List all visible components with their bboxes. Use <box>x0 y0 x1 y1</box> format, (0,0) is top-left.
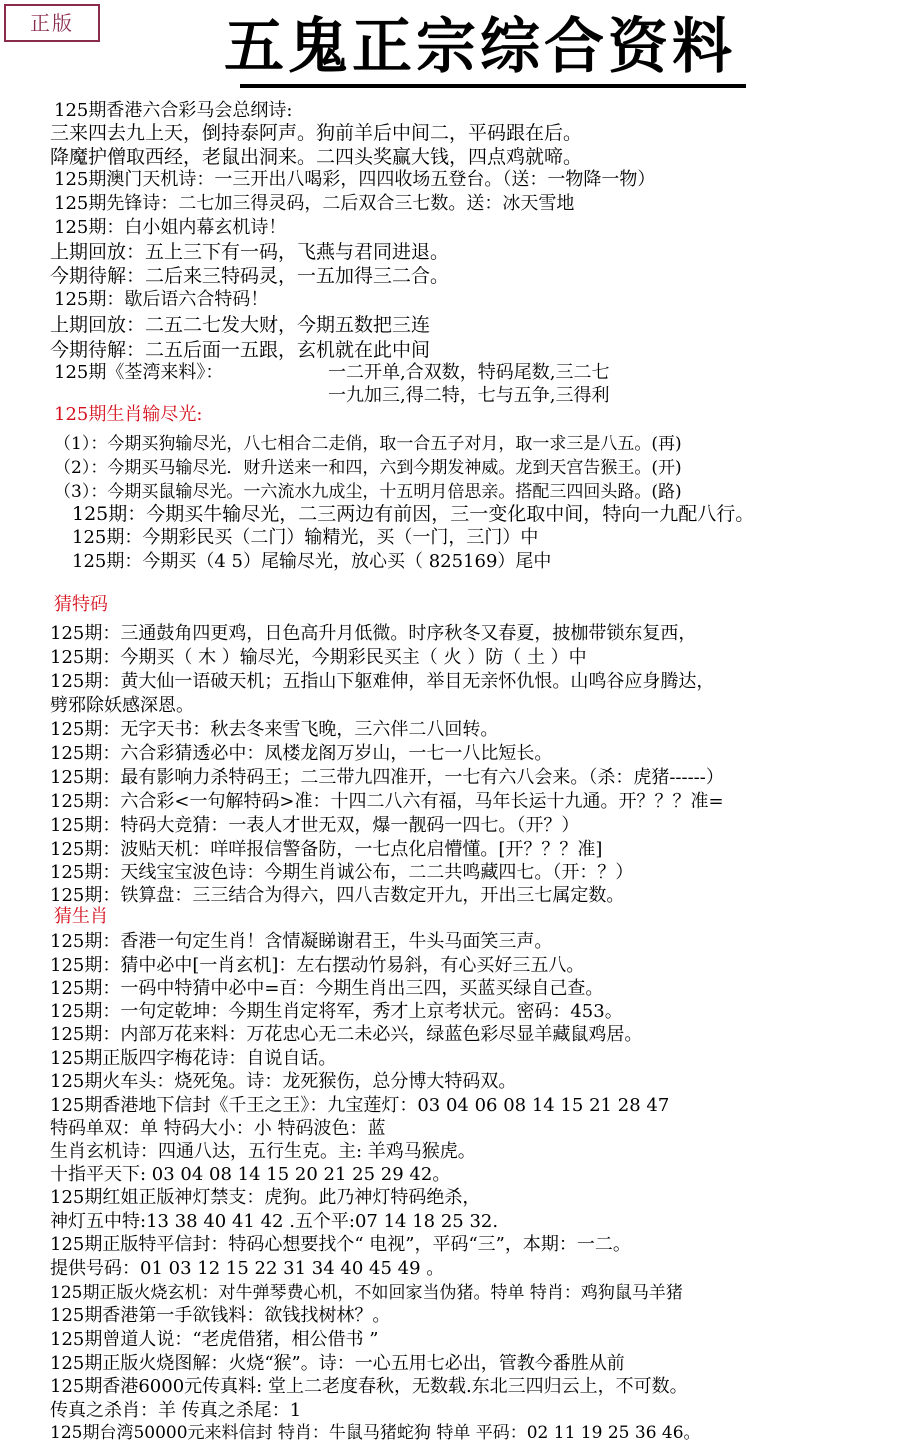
text-line: 三来四去九上天，倒持泰阿声。狗前羊后中间二，平码跟在后。 <box>50 122 583 144</box>
text-line: 125期正版特平信封：特码心想要找个“ 电视”，平码“三”，本期：一二。 <box>50 1234 631 1255</box>
text-line: 125期：铁算盘：三三结合为得六，四八吉数定开九，开出三七属定数。 <box>50 885 625 906</box>
text-line: 125期：今期买（4 5）尾输尽光，放心买（ 825169）尾中 <box>72 551 552 572</box>
text-line: 125期：一句定乾坤：今期生肖定将军，秀才上京考状元。密码：453。 <box>50 1001 623 1022</box>
text-line: 125期：波贴天机：咩咩报信警备防，一七点化启懵懂。[开？？？准] <box>50 839 603 860</box>
text-line: 125期香港六合彩马会总纲诗: <box>54 100 293 121</box>
text-line: 125期台湾50000元来料信封 特肖：牛鼠马猪蛇狗 特单 平码：02 11 19 25 36 46。 <box>50 1423 701 1443</box>
text-line: 125期：歇后语六合特码！ <box>54 289 269 310</box>
text-line: 神灯五中特:13 38 40 41 42 .五个平:07 14 18 25 32. <box>50 1211 499 1232</box>
text-line: 125期火车头：烧死兔。诗：龙死猴伤，总分博大特码双。 <box>50 1071 517 1092</box>
text-line: 125期：特码大竞猜：一表人才世无双，爆一靓码一四七。（开？） <box>50 815 580 836</box>
text-line: 125期：白小姐内幕玄机诗！ <box>54 217 287 238</box>
text-line: 今期待解：二五后面一五跟，玄机就在此中间 <box>50 339 431 361</box>
text-line: 125期：今期买牛输尽光，二三两边有前因，三一变化取中间，特向一九配八行。 <box>72 503 755 525</box>
text-line: 一九加三,得二特，七与五争,三得利 <box>328 385 610 406</box>
text-line: 125期红姐正版神灯禁支：虎狗。此乃神灯特码绝杀， <box>50 1187 481 1208</box>
text-line: 降魔护僧取西经，老鼠出洞来。二四头奖赢大钱，四点鸡就啼。 <box>50 146 583 168</box>
text-line: 125期：香港一句定生肖！含情凝睇谢君王，牛头马面笑三声。 <box>50 931 553 952</box>
text-line: （1）：今期买狗输尽光，八七相合二走俏，取一合五子对月，取一求三是八五。(再) <box>54 434 682 454</box>
text-line: 125期：一码中特猜中必中=百：今期生肖出三四，买蓝买绿自己查。 <box>50 978 604 999</box>
text-line: 特码单双：单 特码大小：小 特码波色：蓝 <box>50 1118 386 1139</box>
text-line: 125期曾道人说：“老虎借猪，相公借书 ” <box>50 1329 379 1350</box>
page-title: 五鬼正宗综合资料 <box>224 12 736 82</box>
text-line: 125期香港地下信封《千王之王》：九宝莲灯：03 04 06 08 14 15 21 28 47 <box>50 1095 670 1116</box>
text-line: 125期：天线宝宝波色诗：今期生肖诚公布，二二共鸣藏四七。（开：？） <box>50 862 634 883</box>
section-heading: 猜生肖 <box>54 906 108 927</box>
text-line: 一二开单,合双数，特码尾数,三二七 <box>328 362 610 383</box>
text-line: 125期香港6000元传真料: 堂上二老度春秋，无数载.东北三四归云上，不可数。 <box>50 1376 688 1397</box>
text-line: 125期正版火烧图解：火烧“猴”。诗：一心五用七必出，管教今番胜从前 <box>50 1353 625 1374</box>
text-line: 今期待解：二后来三特码灵，一五加得三二合。 <box>50 265 450 287</box>
text-line: 上期回放：二五二七发大财，今期五数把三连 <box>50 314 431 336</box>
text-line: 125期澳门天机诗：一三开出八喝彩，四四收场五登台。（送：一物降一物） <box>54 169 656 190</box>
text-line: 125期：内部万花来料：万花忠心无二未必兴，绿蓝色彩尽显羊藏鼠鸡居。 <box>50 1024 643 1045</box>
text-line: 125期：六合彩<一句解特码>准：十四二八六有福，马年长运十九通。开？？？准= <box>50 791 724 812</box>
text-line: 劈邪除妖感深恩。 <box>50 695 194 716</box>
text-line: 125期：猜中必中[一肖玄机]：左右摆动竹易斜，有心买好三五八。 <box>50 955 585 976</box>
text-line: 125期：无字天书：秋去冬来雪飞晚，三六伴二八回转。 <box>50 719 499 740</box>
text-line: 十指平天下: 03 04 08 14 15 20 21 25 29 42。 <box>50 1164 451 1185</box>
text-line: （3）：今期买鼠输尽光。一六流水九成尘，十五明月倍思亲。搭配三四回头路。(路) <box>54 482 682 502</box>
text-line: 传真之杀肖：羊 传真之杀尾：1 <box>50 1400 302 1421</box>
text-line: 125期香港第一手欲钱料：欲钱找树林？。 <box>50 1305 391 1326</box>
text-line: 125期《荃湾来料》： <box>54 362 224 383</box>
text-line: 125期：今期买（ 木 ）输尽光，今期彩民买主（ 火 ）防（ 土 ）中 <box>50 647 587 668</box>
genuine-badge: 正版 <box>4 4 100 42</box>
text-line: 125期先锋诗：二七加三得灵码，二后双合三七数。送：冰天雪地 <box>54 193 575 214</box>
text-line: 125期：黄大仙一语破天机；五指山下躯难伸，举目无亲怀仇恨。山鸣谷应身腾达， <box>50 671 715 692</box>
title-underline <box>240 84 746 88</box>
section-heading: 125期生肖输尽光: <box>54 404 203 425</box>
text-line: 上期回放：五上三下有一码，飞燕与君同进退。 <box>50 241 450 263</box>
text-line: 提供号码：01 03 12 15 22 31 34 40 45 49 。 <box>50 1258 445 1279</box>
text-line: 125期：今期彩民买（二门）输精光，买（一门，三门）中 <box>72 527 539 548</box>
text-line: 125期正版四字梅花诗：自说自话。 <box>50 1048 337 1069</box>
text-line: 125期：六合彩猜透必中：凤楼龙阁万岁山，一七一八比短长。 <box>50 743 553 764</box>
section-heading: 猜特码 <box>54 594 108 615</box>
text-line: 125期正版火烧玄机：对牛弹琴费心机，不如回家当伪猪。特单 特肖：鸡狗鼠马羊猪 <box>50 1283 683 1303</box>
text-line: 125期：三通鼓角四更鸡，日色高升月低微。时序秋冬又春夏，披枷带锁东复西， <box>50 623 697 644</box>
text-line: （2）：今期买马输尽光．财升送来一和四，六到今期发神威。龙到天宫告猴王。(开) <box>54 458 682 478</box>
text-line: 生肖玄机诗：四通八达，五行生克。主: 羊鸡马猴虎。 <box>50 1141 476 1162</box>
text-line: 125期：最有影响力杀特码王；二三带九四准开，一七有六八会来。（杀：虎猪------） <box>50 767 724 788</box>
